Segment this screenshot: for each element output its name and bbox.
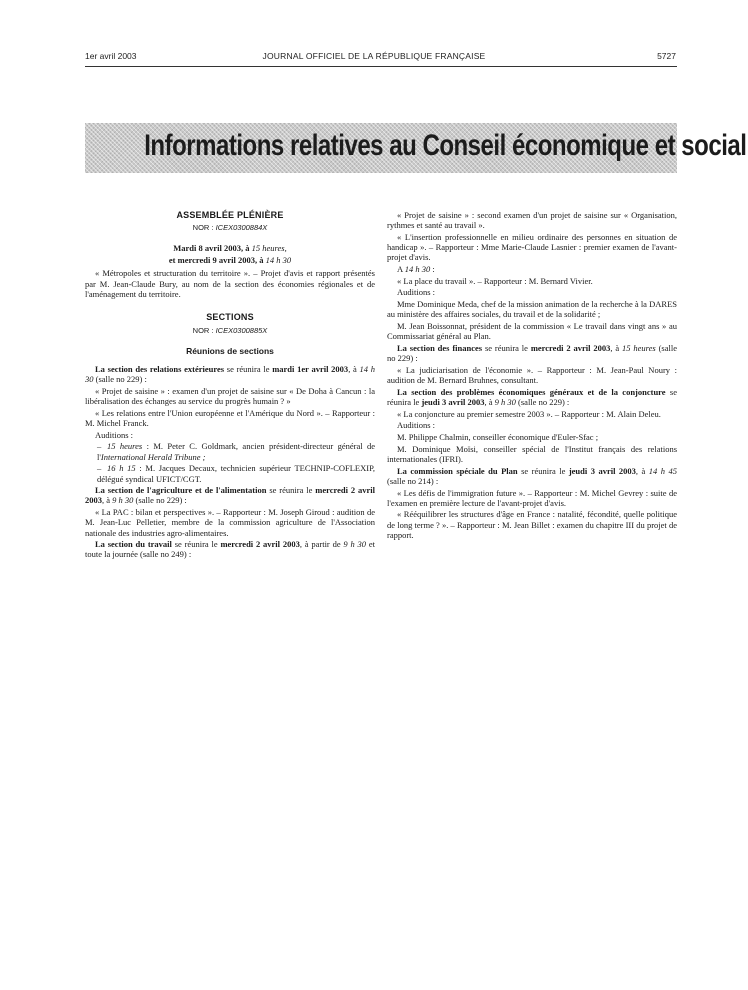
assembly-heading: ASSEMBLÉE PLÉNIÈRE	[176, 210, 284, 220]
travail-item-3: « La place du travail ». – Rapporteur : M. Bernard Vivier.	[397, 275, 593, 286]
section-banner	[85, 123, 747, 173]
plan-item-1: « Les défis de l'immigration future ». – Rapporteur : M. Michel Gevrey : suite de l'examen en première lecture de l'avant-projet d'avis.	[387, 487, 677, 508]
afternoon-time-label: A 14 h 30 :	[397, 264, 435, 275]
session-date-1: Mardi 8 avril 2003, à 15 heures,	[173, 243, 287, 254]
agri-announcement: La section de l'agriculture et de l'alimentation se réunira le mercredi 2 avril 2003, à 9 h 30 (salle no 229) :	[85, 485, 375, 506]
ext-relations-item-2: « Les relations entre l'Union européenne et l'Amérique du Nord ». – Rapporteur : M. Michel Franck.	[85, 407, 375, 429]
metropoles-paragraph: « Métropoles et structuration du territoire ». – Projet d'avis et rapport présentés par M. Jean-Claude Bury, au nom de la section des économies régionales et de l'aménagement du territoire.	[85, 268, 375, 299]
header-page-number: 5727	[657, 51, 676, 61]
travail-item-2: « L'insertion professionnelle en milieu ordinaire des personnes en situation de handicap ». – Rapporteur : Mme Marie-Claude Lasnier : premier examen de l'avant-projet d'avis.	[387, 231, 677, 263]
plan-item-2: « Rééquilibrer les structures d'âge en France : natalité, fécondité, quelle politique de long terme ? ». – Rapporteur : M. Jean Billet : examen du chapitre III du projet de rapport.	[387, 509, 677, 540]
audition-chalmin: M. Philippe Chalmin, conseiller économique d'Euler-Sfac ;	[397, 432, 599, 443]
audition-item-1: – 15 heures : M. Peter C. Goldmark, ancien président-directeur général de l'International Herald Tribune ;	[85, 441, 375, 461]
finances-item: « La judiciarisation de l'économie ». – Rapporteur : M. Jean-Paul Noury : audition de M. Bernard Bruhnes, consultant.	[387, 364, 677, 386]
conjoncture-announcement: La section des problèmes économiques généraux et de la conjoncture se réunira le jeudi 3 avril 2003, à 9 h 30 (salle no 229) :	[387, 386, 677, 407]
nor-reference-1: NOR : ICEX0300884X	[192, 223, 268, 233]
session-date-2: et mercredi 9 avril 2003, à 14 h 30	[168, 255, 292, 266]
left-column	[85, 210, 375, 561]
agri-item: « La PAC : bilan et perspectives ». – Rapporteur : M. Joseph Giroud : audition de M. Jean-Luc Pelletier, membre de la commission agriculture de l'Association nationale des industries agro-alimentaires.	[85, 507, 375, 538]
audition-boissonnat: M. Jean Boissonnat, président de la commission « Le travail dans vingt ans » au Commissariat général au Plan.	[387, 321, 677, 342]
header-rule	[85, 66, 677, 67]
plan-announcement: La commission spéciale du Plan se réunira le jeudi 3 avril 2003, à 14 h 45 (salle no 214) :	[387, 465, 677, 486]
auditions-label-right: Auditions :	[397, 287, 436, 298]
audition-meda: Mme Dominique Meda, chef de la mission animation de la recherche à la DARES au ministère des affaires sociales, du travail et de la solidarité ;	[387, 299, 677, 320]
auditions-label: Auditions :	[95, 429, 134, 440]
nor-reference-2: NOR : ICEX0300885X	[192, 325, 268, 335]
right-column	[387, 210, 677, 542]
header-journal-title: JOURNAL OFFICIEL DE LA RÉPUBLIQUE FRANÇAISE	[262, 51, 486, 61]
audition-moisi: M. Dominique Moïsi, conseiller spécial de l'Institut français des relations internationales (IFRI).	[387, 443, 677, 464]
travail-announcement: La section du travail se réunira le mercredi 2 avril 2003, à partir de 9 h 30 et toute la journée (salle no 249) :	[85, 539, 375, 560]
auditions-label-right-2: Auditions :	[397, 420, 436, 431]
travail-item-1: « Projet de saisine » : second examen d'un projet de saisine sur « Organisation, rythmes et santé au travail ».	[387, 210, 677, 231]
running-header	[0, 51, 748, 67]
header-date: 1er avril 2003	[85, 51, 137, 61]
audition-item-2: – 16 h 15 : M. Jacques Decaux, technicien supérieur TECHNIP-COFLEXIP, délégué syndical UFICT/CGT.	[85, 463, 375, 483]
sections-heading: SECTIONS	[206, 312, 254, 323]
finances-announcement: La section des finances se réunira le mercredi 2 avril 2003, à 15 heures (salle no 229) :	[387, 342, 677, 364]
banner-title: Informations relatives au Conseil économique et social	[144, 129, 747, 162]
reunions-subheading: Réunions de sections	[186, 345, 274, 356]
conjoncture-item: « La conjoncture au premier semestre 2003 ». – Rapporteur : M. Alain Deleu.	[397, 408, 661, 419]
ext-relations-item-1: « Projet de saisine » : examen d'un projet de saisine sur « De Doha à Cancun : la libéralisation des échanges au service du progrès humain ? »	[85, 385, 375, 407]
ext-relations-announcement: La section des relations extérieures se réunira le mardi 1er avril 2003, à 14 h 30 (salle no 229) :	[85, 364, 375, 385]
